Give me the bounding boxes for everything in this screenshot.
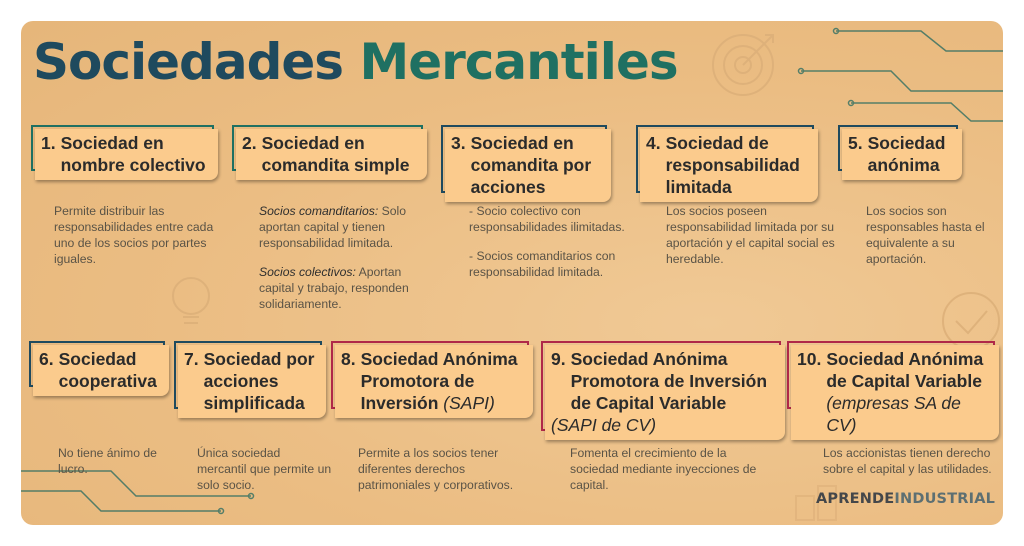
page-title xyxy=(33,33,678,91)
desc-text: Permite a los socios tener diferentes derechos patrimoniales y corporativos. xyxy=(358,446,514,492)
brand-logo xyxy=(816,491,995,507)
desc-7 xyxy=(197,445,332,493)
label-line: simplificada xyxy=(203,393,305,413)
label-number: 5. xyxy=(848,133,863,153)
label-line: anónima xyxy=(867,155,940,175)
label-line: responsabilidad xyxy=(665,155,800,175)
label-subtitle: (SAPI de CV) xyxy=(551,415,657,435)
label-9 xyxy=(545,345,785,435)
label-number: 4. xyxy=(646,133,661,153)
label-10 xyxy=(791,345,999,435)
label-line: comandita simple xyxy=(261,155,410,175)
label-line: Promotora de Inversión xyxy=(570,371,768,391)
label-number: 8. xyxy=(341,349,356,369)
label-line: de Capital Variable xyxy=(570,393,727,413)
title-part1: Sociedades xyxy=(33,33,344,91)
desc-10 xyxy=(823,445,1003,477)
desc-6 xyxy=(58,445,168,477)
label-number: 1. xyxy=(41,133,56,153)
brand-part2: INDUSTRIAL xyxy=(894,491,996,507)
desc-text: Única sociedad mercantil que permite un solo socio. xyxy=(197,446,332,492)
label-number: 9. xyxy=(551,349,566,369)
label-line: comandita por xyxy=(470,155,592,175)
label-line: Sociedad Anónima xyxy=(826,349,984,369)
label-4 xyxy=(640,129,818,197)
desc-lead: Socios comanditarios: xyxy=(259,204,379,218)
label-2 xyxy=(236,129,427,175)
label-number: 3. xyxy=(451,133,466,153)
label-line: acciones xyxy=(203,371,279,391)
label-line: Sociedad por xyxy=(203,349,315,369)
infographic-card xyxy=(21,21,1003,525)
label-subtitle: (SAPI) xyxy=(443,393,495,413)
label-line: Inversión xyxy=(360,393,439,413)
label-line: Sociedad en xyxy=(261,133,365,153)
desc-text: Permite distribuir las responsabilidades entre cada uno de los socios por partes iguales. xyxy=(54,204,214,266)
label-line: cooperativa xyxy=(58,371,157,391)
desc-9 xyxy=(570,445,770,493)
label-line: limitada xyxy=(665,177,732,197)
label-number: 10. xyxy=(797,349,822,369)
desc-text: - Socios comanditarios con responsabilidad limitada. xyxy=(469,249,616,279)
label-line: de Capital Variable xyxy=(826,371,982,391)
label-subtitle: (empresas SA de CV) xyxy=(826,393,961,435)
label-line: Sociedad xyxy=(58,349,137,369)
label-line: Sociedad en xyxy=(60,133,164,153)
desc-text: Los socios son responsables hasta el equivalente a su aportación. xyxy=(866,204,985,266)
label-line: Promotora de xyxy=(360,371,475,391)
label-line: Sociedad en xyxy=(470,133,574,153)
lightbulb-icon xyxy=(173,278,209,323)
label-6 xyxy=(33,345,169,391)
desc-1 xyxy=(54,203,224,267)
label-line: Sociedad de xyxy=(665,133,769,153)
label-8 xyxy=(335,345,533,413)
label-line: Sociedad xyxy=(867,133,946,153)
label-line: nombre colectivo xyxy=(60,155,206,175)
label-1 xyxy=(35,129,218,175)
desc-text: No tiene ánimo de lucro. xyxy=(58,446,157,476)
label-number: 7. xyxy=(184,349,199,369)
label-line: acciones xyxy=(470,177,546,197)
desc-text: Fomenta el crecimiento de la sociedad mediante inyecciones de capital. xyxy=(570,446,757,492)
desc-text: Solo aportan capital y tienen responsabilidad limitada. xyxy=(259,204,407,250)
desc-4 xyxy=(666,203,836,267)
label-number: 2. xyxy=(242,133,257,153)
desc-8 xyxy=(358,445,538,493)
desc-text: Los accionistas tienen derecho sobre el capital y las utilidades. xyxy=(823,446,992,476)
label-3 xyxy=(445,129,611,197)
label-5 xyxy=(842,129,962,175)
target-icon xyxy=(713,35,773,95)
desc-text: - Socio colectivo con responsabilidades ilimitadas. xyxy=(469,204,625,234)
label-7 xyxy=(178,345,326,413)
desc-text: Los socios poseen responsabilidad limitada por su aportación y el capital social es heredable. xyxy=(666,204,835,266)
title-part2: Mercantiles xyxy=(359,33,678,91)
desc-lead: Socios colectivos: xyxy=(259,265,356,279)
label-line: Sociedad Anónima xyxy=(570,349,728,369)
desc-text: Aportan capital y trabajo, responden solidariamente. xyxy=(259,265,409,311)
desc-3 xyxy=(469,203,649,280)
label-line: Sociedad Anónima xyxy=(360,349,518,369)
label-number: 6. xyxy=(39,349,54,369)
desc-5 xyxy=(866,203,991,267)
brand-part1: APRENDE xyxy=(816,491,895,507)
desc-2 xyxy=(259,203,429,312)
